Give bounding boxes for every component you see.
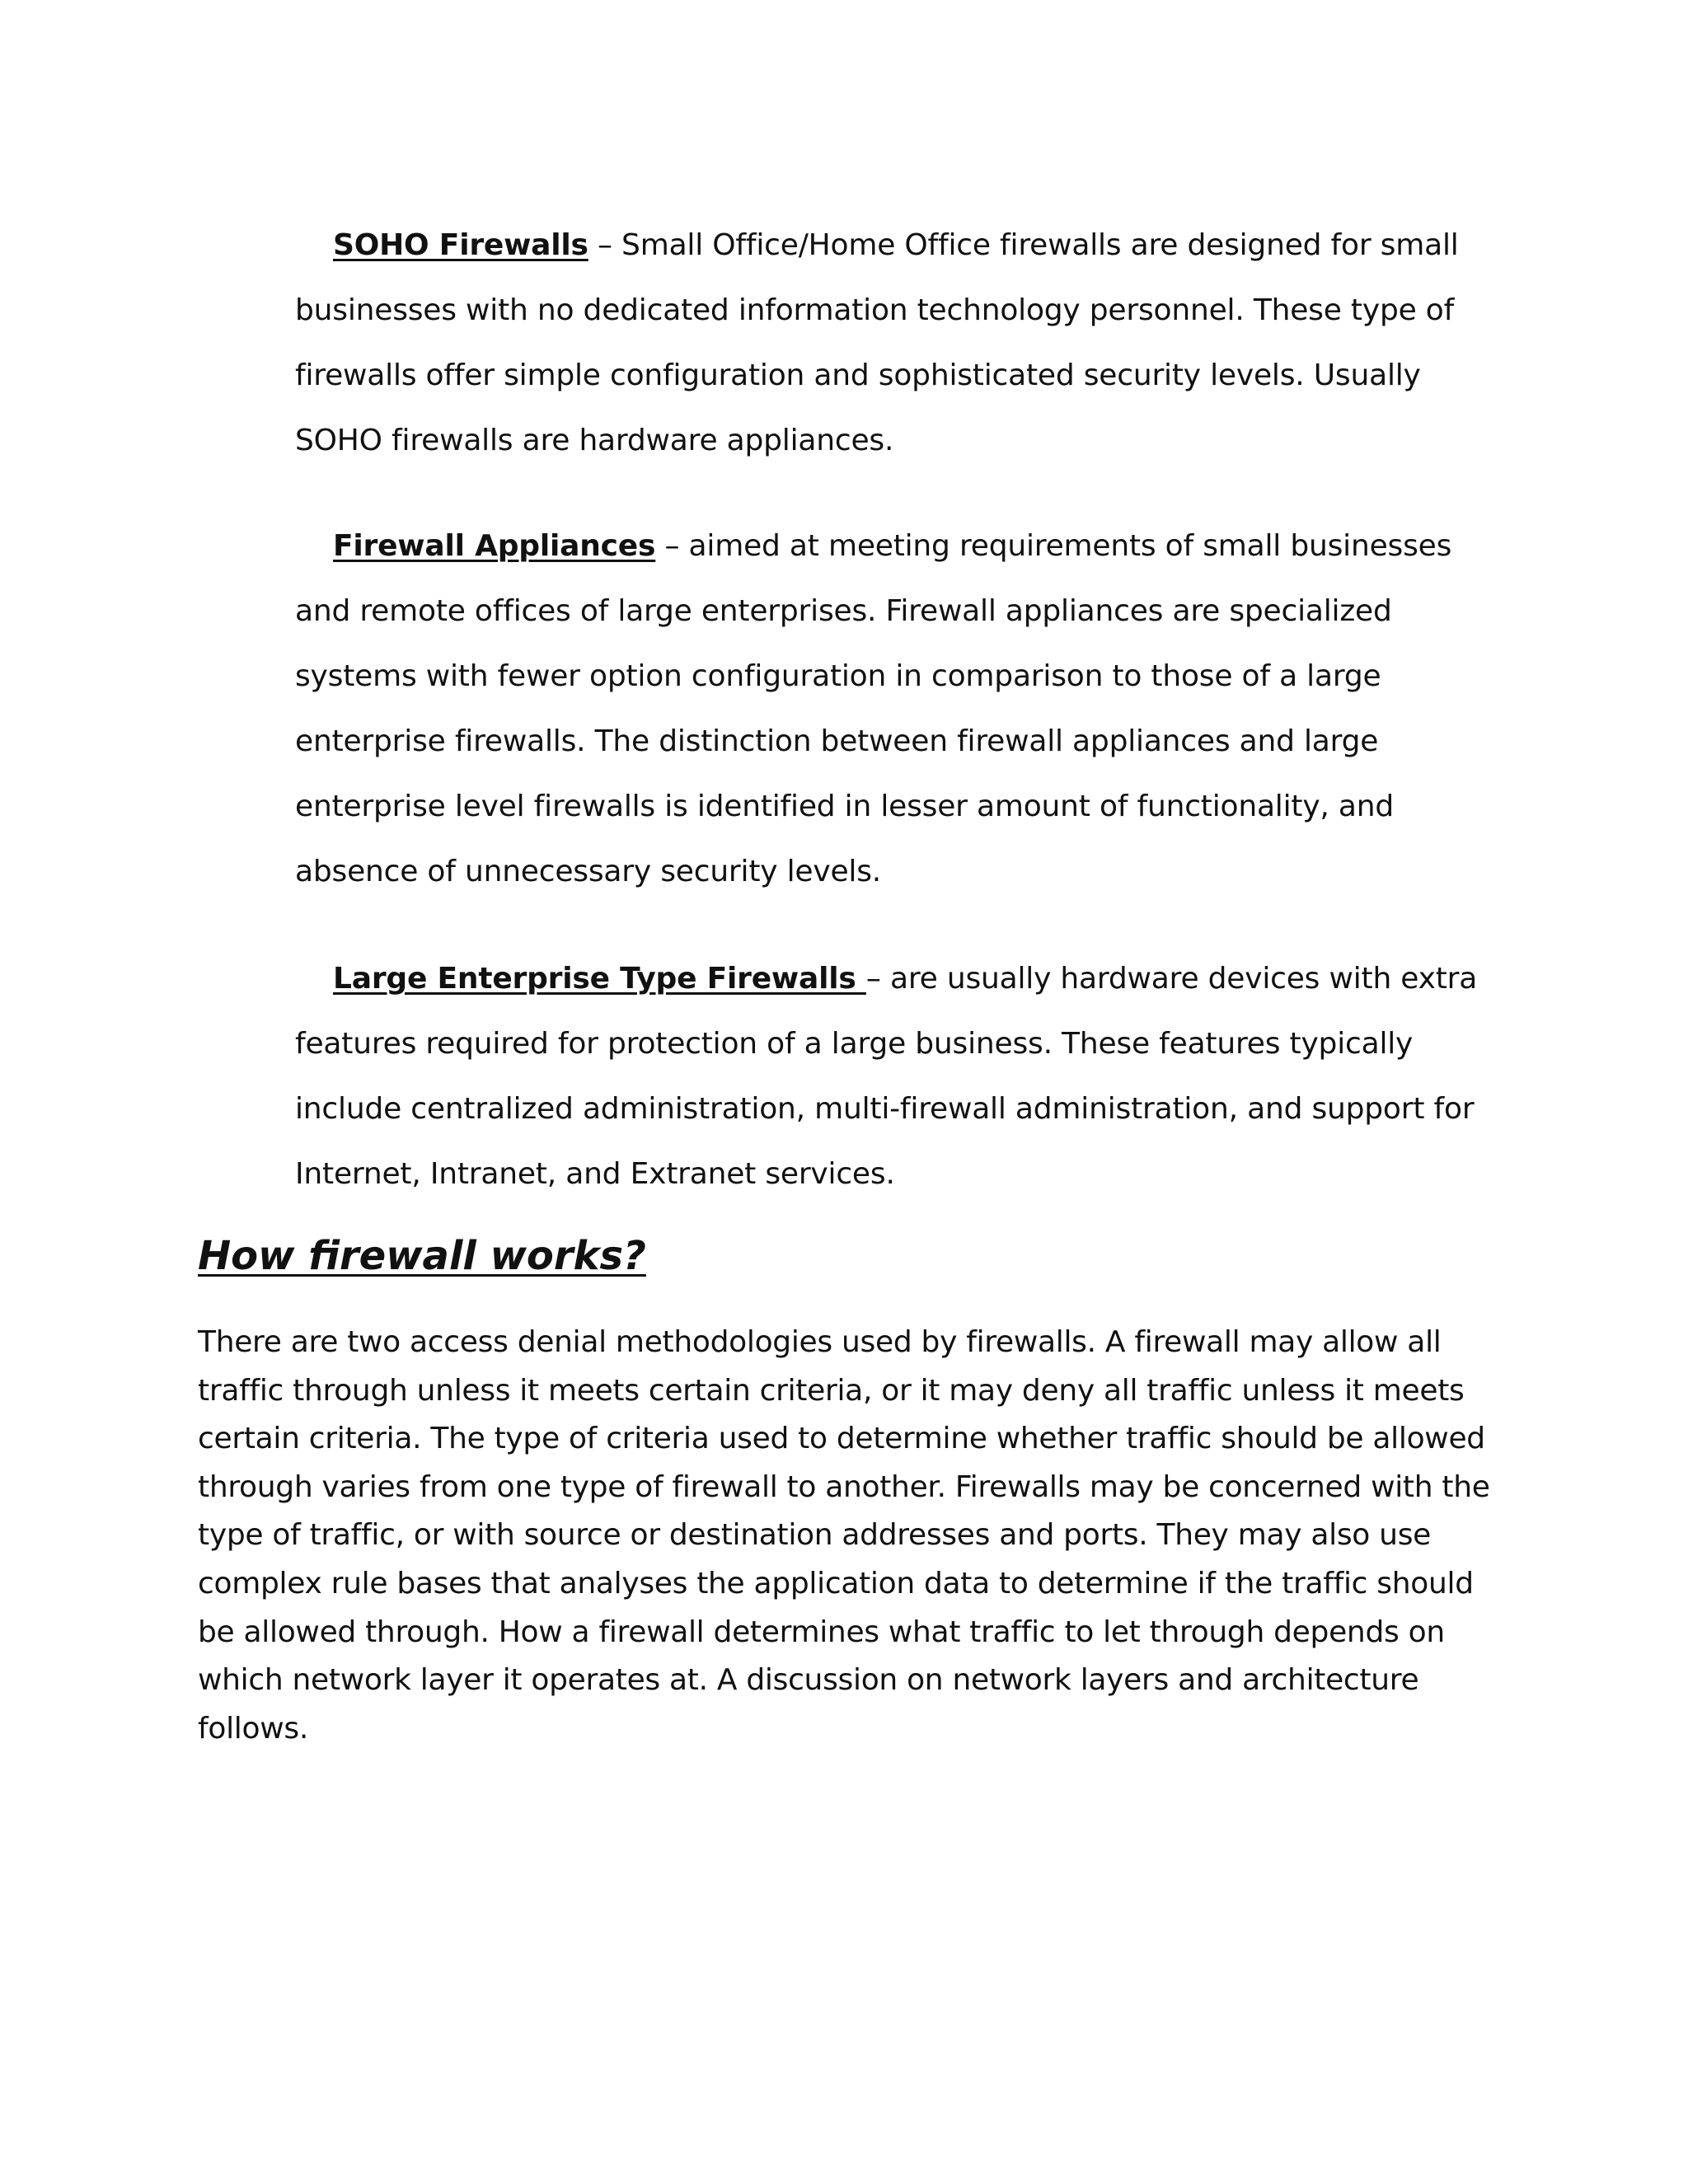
section-heading: How firewall works? — [198, 1233, 646, 1279]
definition-text: – aimed at meeting requirements of small businesses and remote offices of large enterprises. Firewall appliances are specialized systems with fewer option configuration in comparison to those of a large enterprise firewalls. The distinction between firewall appliances and large enterprise level firewalls is identified in lesser amount of functionality, and absence of unnecessary security levels. — [295, 529, 1452, 888]
definition-paragraph — [295, 946, 1507, 1207]
definition-term: Firewall Appliances — [333, 529, 656, 563]
definition-soho-firewalls — [295, 213, 1507, 473]
definition-term: Large Enterprise Type Firewalls — [333, 962, 866, 996]
definition-paragraph — [295, 513, 1507, 904]
definition-term: SOHO Firewalls — [333, 228, 588, 262]
definition-text: – are usually hardware devices with extra features required for protection of a large business. These features typically include centralized administration, multi-firewall administration, and support for Internet, Intranet, and Extranet services. — [295, 962, 1478, 1191]
section-body-paragraph: There are two access denial methodologies used by firewalls. A firewall may allow all traffic through unless it meets certain criteria, or it may deny all traffic unless it meets certain criteria. The type of criteria used to determine whether traffic should be allowed through varies from one type of firewall to another. Firewalls may be concerned with the type of traffic, or with source or destination addresses and ports. They may also use complex rule bases that analyses the application data to determine if the traffic should be allowed through. How a firewall determines what traffic to let through depends on which network layer it operates at. A discussion on network layers and architecture follows. — [198, 1325, 1490, 1746]
definition-paragraph — [295, 213, 1507, 473]
definition-text: – Small Office/Home Office firewalls are designed for small businesses with no dedicated information technology personnel. These type of firewalls offer simple configuration and sophisticated security levels. Usually SOHO firewalls are hardware appliances. — [295, 228, 1459, 457]
definition-firewall-appliances — [295, 513, 1507, 904]
definition-large-enterprise-firewalls — [295, 946, 1507, 1207]
